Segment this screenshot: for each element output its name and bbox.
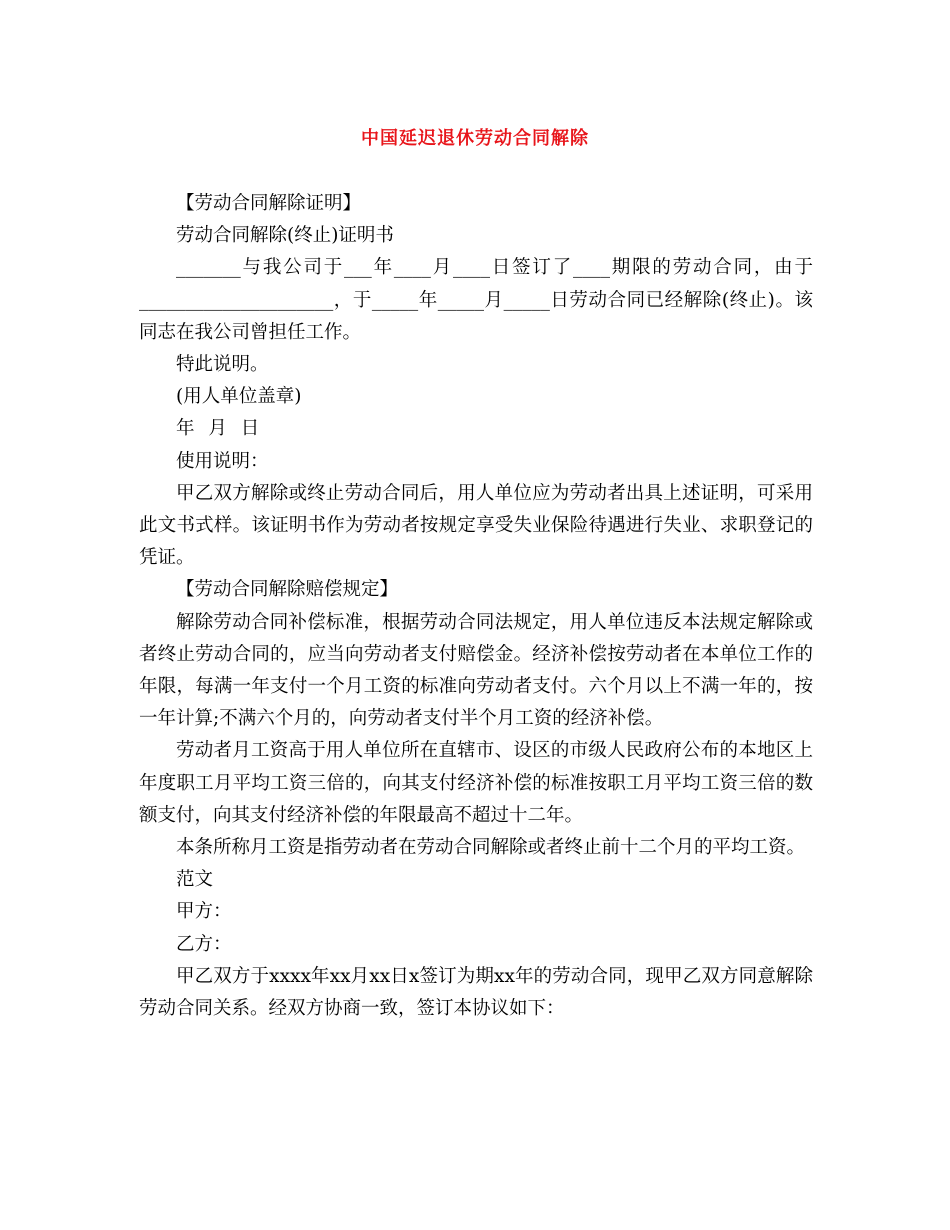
paragraph-party-a: 甲方：: [176, 901, 232, 923]
paragraph-monthly-wage: 本条所称月工资是指劳动者在劳动合同解除或者终止前十二个月的平均工资。: [176, 837, 806, 859]
paragraph-usage-label: 使用说明：: [176, 450, 269, 472]
paragraph-compensation-standard: 解除劳动合同补偿标准，根据劳动合同法规定，用人单位违反本法规定解除或者终止劳动合同的，应当向劳动者支付赔偿金。经济补偿按劳动者在本单位工作的年限，每满一年支付一个月工资的标准向劳动者支付。六个月以上不满一年的，按一年计算;不满六个月的，向劳动者支付半个月工资的经济补偿。: [139, 611, 813, 730]
paragraph-certificate-body: _______与我公司于___年____月____日签订了____期限的劳动合同，由于_____________________，于_____年_____月_____日劳动合同已经解除(终止)。该同志在我公司曾担任工作。: [139, 257, 813, 343]
paragraph-sample-label: 范文: [176, 869, 214, 891]
paragraph-party-b: 乙方：: [176, 933, 232, 955]
paragraph-compensation-cap: 劳动者月工资高于用人单位所在直辖市、设区的市级人民政府公布的本地区上年度职工月平均工资三倍的，向其支付经济补偿的标准按职工月平均工资三倍的数额支付，向其支付经济补偿的年限最高不超过十二年。: [139, 740, 813, 826]
paragraph-seal: (用人单位盖章): [176, 386, 302, 408]
paragraph-usage-body: 甲乙双方解除或终止劳动合同后，用人单位应为劳动者出具上述证明，可采用此文书式样。该证明书作为劳动者按规定享受失业保险待遇进行失业、求职登记的凭证。: [139, 482, 813, 569]
paragraph-heading-certificate: 【劳动合同解除证明】: [176, 193, 362, 214]
paragraph-date: 年 月 日: [176, 418, 260, 440]
document-body: [139, 188, 813, 1025]
paragraph-note: 特此说明。: [176, 354, 269, 376]
paragraph-certificate-title: 劳动合同解除(终止)证明书: [176, 225, 394, 247]
paragraph-agreement: 甲乙双方于xxxx年xx月xx日x签订为期xx年的劳动合同，现甲乙双方同意解除劳动合同关系。经双方协商一致，签订本协议如下：: [139, 965, 813, 1020]
paragraph-heading-compensation: 【劳动合同解除赔偿规定】: [176, 579, 399, 601]
document-title: 中国延迟退休劳动合同解除: [361, 128, 589, 149]
